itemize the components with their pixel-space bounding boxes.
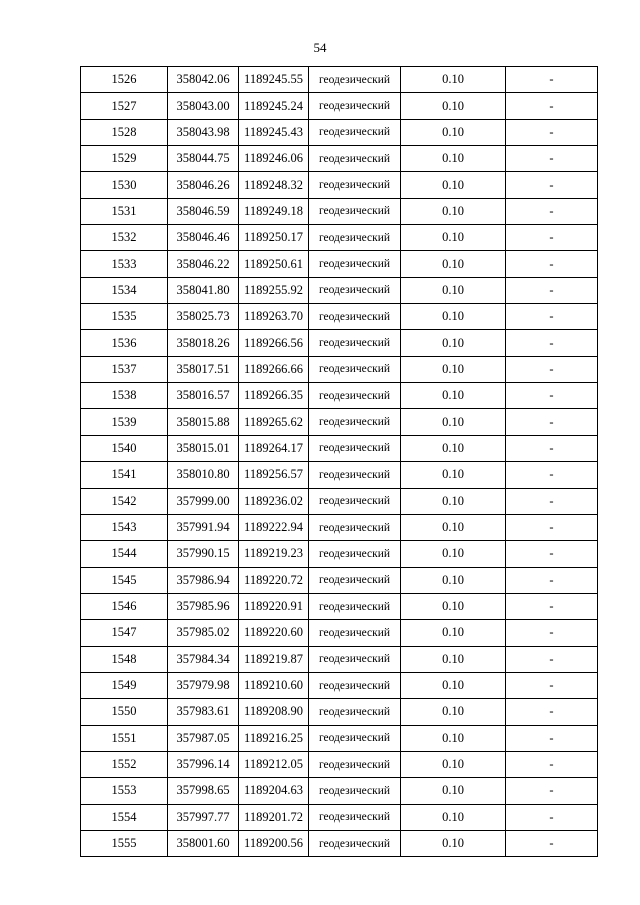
method-cell: геодезический (309, 251, 401, 277)
x-coordinate-cell: 358016.57 (168, 383, 239, 409)
accuracy-cell: 0.10 (401, 778, 506, 804)
point-number-cell: 1542 (81, 488, 168, 514)
table-row (81, 830, 598, 856)
description-cell: - (506, 672, 598, 698)
table-row (81, 567, 598, 593)
method-cell: геодезический (309, 672, 401, 698)
description-cell: - (506, 462, 598, 488)
point-number-cell: 1551 (81, 725, 168, 751)
accuracy-cell: 0.10 (401, 699, 506, 725)
x-coordinate-cell: 358017.51 (168, 356, 239, 382)
point-number-cell: 1546 (81, 593, 168, 619)
method-cell: геодезический (309, 620, 401, 646)
accuracy-cell: 0.10 (401, 593, 506, 619)
accuracy-cell: 0.10 (401, 804, 506, 830)
point-number-cell: 1530 (81, 172, 168, 198)
y-coordinate-cell: 1189220.72 (239, 567, 309, 593)
y-coordinate-cell: 1189255.92 (239, 277, 309, 303)
description-cell: - (506, 198, 598, 224)
description-cell: - (506, 409, 598, 435)
table-row (81, 593, 598, 619)
y-coordinate-cell: 1189219.23 (239, 541, 309, 567)
x-coordinate-cell: 358010.80 (168, 462, 239, 488)
description-cell: - (506, 277, 598, 303)
y-coordinate-cell: 1189216.25 (239, 725, 309, 751)
table-row (81, 304, 598, 330)
accuracy-cell: 0.10 (401, 672, 506, 698)
description-cell: - (506, 567, 598, 593)
method-cell: геодезический (309, 383, 401, 409)
point-number-cell: 1535 (81, 304, 168, 330)
x-coordinate-cell: 357991.94 (168, 514, 239, 540)
table-row (81, 409, 598, 435)
x-coordinate-cell: 357986.94 (168, 567, 239, 593)
point-number-cell: 1554 (81, 804, 168, 830)
description-cell: - (506, 804, 598, 830)
y-coordinate-cell: 1189249.18 (239, 198, 309, 224)
point-number-cell: 1541 (81, 462, 168, 488)
table-row (81, 488, 598, 514)
description-cell: - (506, 620, 598, 646)
description-cell: - (506, 514, 598, 540)
point-number-cell: 1531 (81, 198, 168, 224)
accuracy-cell: 0.10 (401, 119, 506, 145)
x-coordinate-cell: 358046.59 (168, 198, 239, 224)
table-row (81, 277, 598, 303)
description-cell: - (506, 778, 598, 804)
accuracy-cell: 0.10 (401, 146, 506, 172)
y-coordinate-cell: 1189248.32 (239, 172, 309, 198)
point-number-cell: 1547 (81, 620, 168, 646)
y-coordinate-cell: 1189266.35 (239, 383, 309, 409)
description-cell: - (506, 330, 598, 356)
y-coordinate-cell: 1189208.90 (239, 699, 309, 725)
x-coordinate-cell: 358015.88 (168, 409, 239, 435)
y-coordinate-cell: 1189250.17 (239, 225, 309, 251)
y-coordinate-cell: 1189220.60 (239, 620, 309, 646)
table-row (81, 725, 598, 751)
table-row (81, 435, 598, 461)
y-coordinate-cell: 1189246.06 (239, 146, 309, 172)
x-coordinate-cell: 358015.01 (168, 435, 239, 461)
method-cell: геодезический (309, 225, 401, 251)
accuracy-cell: 0.10 (401, 541, 506, 567)
y-coordinate-cell: 1189266.66 (239, 356, 309, 382)
method-cell: геодезический (309, 304, 401, 330)
accuracy-cell: 0.10 (401, 383, 506, 409)
method-cell: геодезический (309, 804, 401, 830)
point-number-cell: 1534 (81, 277, 168, 303)
method-cell: геодезический (309, 435, 401, 461)
description-cell: - (506, 172, 598, 198)
x-coordinate-cell: 357996.14 (168, 751, 239, 777)
x-coordinate-cell: 358018.26 (168, 330, 239, 356)
table-row (81, 383, 598, 409)
method-cell: геодезический (309, 646, 401, 672)
accuracy-cell: 0.10 (401, 488, 506, 514)
point-number-cell: 1527 (81, 93, 168, 119)
point-number-cell: 1548 (81, 646, 168, 672)
table-row (81, 672, 598, 698)
x-coordinate-cell: 357990.15 (168, 541, 239, 567)
accuracy-cell: 0.10 (401, 93, 506, 119)
method-cell: геодезический (309, 699, 401, 725)
accuracy-cell: 0.10 (401, 409, 506, 435)
point-number-cell: 1536 (81, 330, 168, 356)
accuracy-cell: 0.10 (401, 330, 506, 356)
point-number-cell: 1544 (81, 541, 168, 567)
accuracy-cell: 0.10 (401, 172, 506, 198)
table-row (81, 330, 598, 356)
x-coordinate-cell: 358001.60 (168, 830, 239, 856)
table-row (81, 514, 598, 540)
point-number-cell: 1555 (81, 830, 168, 856)
method-cell: геодезический (309, 67, 401, 93)
accuracy-cell: 0.10 (401, 198, 506, 224)
description-cell: - (506, 699, 598, 725)
table-row (81, 251, 598, 277)
x-coordinate-cell: 358043.00 (168, 93, 239, 119)
point-number-cell: 1539 (81, 409, 168, 435)
table-row (81, 93, 598, 119)
table-row (81, 67, 598, 93)
method-cell: геодезический (309, 146, 401, 172)
y-coordinate-cell: 1189256.57 (239, 462, 309, 488)
table-body (81, 67, 598, 857)
method-cell: геодезический (309, 751, 401, 777)
x-coordinate-cell: 357979.98 (168, 672, 239, 698)
method-cell: геодезический (309, 93, 401, 119)
accuracy-cell: 0.10 (401, 567, 506, 593)
point-number-cell: 1545 (81, 567, 168, 593)
method-cell: геодезический (309, 277, 401, 303)
x-coordinate-cell: 357985.96 (168, 593, 239, 619)
accuracy-cell: 0.10 (401, 435, 506, 461)
y-coordinate-cell: 1189263.70 (239, 304, 309, 330)
accuracy-cell: 0.10 (401, 620, 506, 646)
table-row (81, 646, 598, 672)
point-number-cell: 1553 (81, 778, 168, 804)
y-coordinate-cell: 1189265.62 (239, 409, 309, 435)
accuracy-cell: 0.10 (401, 356, 506, 382)
method-cell: геодезический (309, 330, 401, 356)
description-cell: - (506, 435, 598, 461)
y-coordinate-cell: 1189266.56 (239, 330, 309, 356)
x-coordinate-cell: 357987.05 (168, 725, 239, 751)
table-row (81, 119, 598, 145)
method-cell: геодезический (309, 488, 401, 514)
y-coordinate-cell: 1189220.91 (239, 593, 309, 619)
description-cell: - (506, 593, 598, 619)
description-cell: - (506, 830, 598, 856)
y-coordinate-cell: 1189245.24 (239, 93, 309, 119)
point-number-cell: 1528 (81, 119, 168, 145)
description-cell: - (506, 383, 598, 409)
accuracy-cell: 0.10 (401, 725, 506, 751)
description-cell: - (506, 725, 598, 751)
accuracy-cell: 0.10 (401, 646, 506, 672)
method-cell: геодезический (309, 567, 401, 593)
description-cell: - (506, 93, 598, 119)
accuracy-cell: 0.10 (401, 304, 506, 330)
x-coordinate-cell: 358046.26 (168, 172, 239, 198)
accuracy-cell: 0.10 (401, 67, 506, 93)
y-coordinate-cell: 1189264.17 (239, 435, 309, 461)
x-coordinate-cell: 358046.46 (168, 225, 239, 251)
table-row (81, 198, 598, 224)
page-number: 54 (313, 40, 327, 55)
x-coordinate-cell: 358043.98 (168, 119, 239, 145)
point-number-cell: 1538 (81, 383, 168, 409)
description-cell: - (506, 251, 598, 277)
table-row (81, 541, 598, 567)
y-coordinate-cell: 1189200.56 (239, 830, 309, 856)
method-cell: геодезический (309, 356, 401, 382)
method-cell: геодезический (309, 462, 401, 488)
accuracy-cell: 0.10 (401, 514, 506, 540)
x-coordinate-cell: 357983.61 (168, 699, 239, 725)
accuracy-cell: 0.10 (401, 277, 506, 303)
description-cell: - (506, 541, 598, 567)
y-coordinate-cell: 1189212.05 (239, 751, 309, 777)
x-coordinate-cell: 357985.02 (168, 620, 239, 646)
table-row (81, 751, 598, 777)
x-coordinate-cell: 357984.34 (168, 646, 239, 672)
accuracy-cell: 0.10 (401, 225, 506, 251)
description-cell: - (506, 751, 598, 777)
table-row (81, 172, 598, 198)
method-cell: геодезический (309, 541, 401, 567)
point-number-cell: 1543 (81, 514, 168, 540)
accuracy-cell: 0.10 (401, 830, 506, 856)
y-coordinate-cell: 1189245.43 (239, 119, 309, 145)
description-cell: - (506, 225, 598, 251)
y-coordinate-cell: 1189222.94 (239, 514, 309, 540)
y-coordinate-cell: 1189245.55 (239, 67, 309, 93)
method-cell: геодезический (309, 119, 401, 145)
table-row (81, 146, 598, 172)
method-cell: геодезический (309, 593, 401, 619)
coordinates-table (80, 66, 598, 857)
method-cell: геодезический (309, 198, 401, 224)
point-number-cell: 1549 (81, 672, 168, 698)
point-number-cell: 1533 (81, 251, 168, 277)
point-number-cell: 1552 (81, 751, 168, 777)
table-row (81, 699, 598, 725)
point-number-cell: 1532 (81, 225, 168, 251)
accuracy-cell: 0.10 (401, 751, 506, 777)
point-number-cell: 1526 (81, 67, 168, 93)
x-coordinate-cell: 358025.73 (168, 304, 239, 330)
x-coordinate-cell: 357997.77 (168, 804, 239, 830)
method-cell: геодезический (309, 172, 401, 198)
point-number-cell: 1537 (81, 356, 168, 382)
table-row (81, 804, 598, 830)
y-coordinate-cell: 1189219.87 (239, 646, 309, 672)
x-coordinate-cell: 357998.65 (168, 778, 239, 804)
y-coordinate-cell: 1189201.72 (239, 804, 309, 830)
accuracy-cell: 0.10 (401, 251, 506, 277)
method-cell: геодезический (309, 725, 401, 751)
y-coordinate-cell: 1189236.02 (239, 488, 309, 514)
point-number-cell: 1529 (81, 146, 168, 172)
description-cell: - (506, 119, 598, 145)
x-coordinate-cell: 358044.75 (168, 146, 239, 172)
method-cell: геодезический (309, 409, 401, 435)
description-cell: - (506, 304, 598, 330)
y-coordinate-cell: 1189204.63 (239, 778, 309, 804)
table-row (81, 225, 598, 251)
x-coordinate-cell: 358041.80 (168, 277, 239, 303)
method-cell: геодезический (309, 830, 401, 856)
table-row (81, 356, 598, 382)
table-row (81, 620, 598, 646)
method-cell: геодезический (309, 514, 401, 540)
description-cell: - (506, 488, 598, 514)
y-coordinate-cell: 1189250.61 (239, 251, 309, 277)
accuracy-cell: 0.10 (401, 462, 506, 488)
point-number-cell: 1540 (81, 435, 168, 461)
x-coordinate-cell: 358046.22 (168, 251, 239, 277)
point-number-cell: 1550 (81, 699, 168, 725)
x-coordinate-cell: 357999.00 (168, 488, 239, 514)
description-cell: - (506, 146, 598, 172)
method-cell: геодезический (309, 778, 401, 804)
y-coordinate-cell: 1189210.60 (239, 672, 309, 698)
description-cell: - (506, 356, 598, 382)
table-row (81, 462, 598, 488)
x-coordinate-cell: 358042.06 (168, 67, 239, 93)
description-cell: - (506, 67, 598, 93)
table-row (81, 778, 598, 804)
description-cell: - (506, 646, 598, 672)
